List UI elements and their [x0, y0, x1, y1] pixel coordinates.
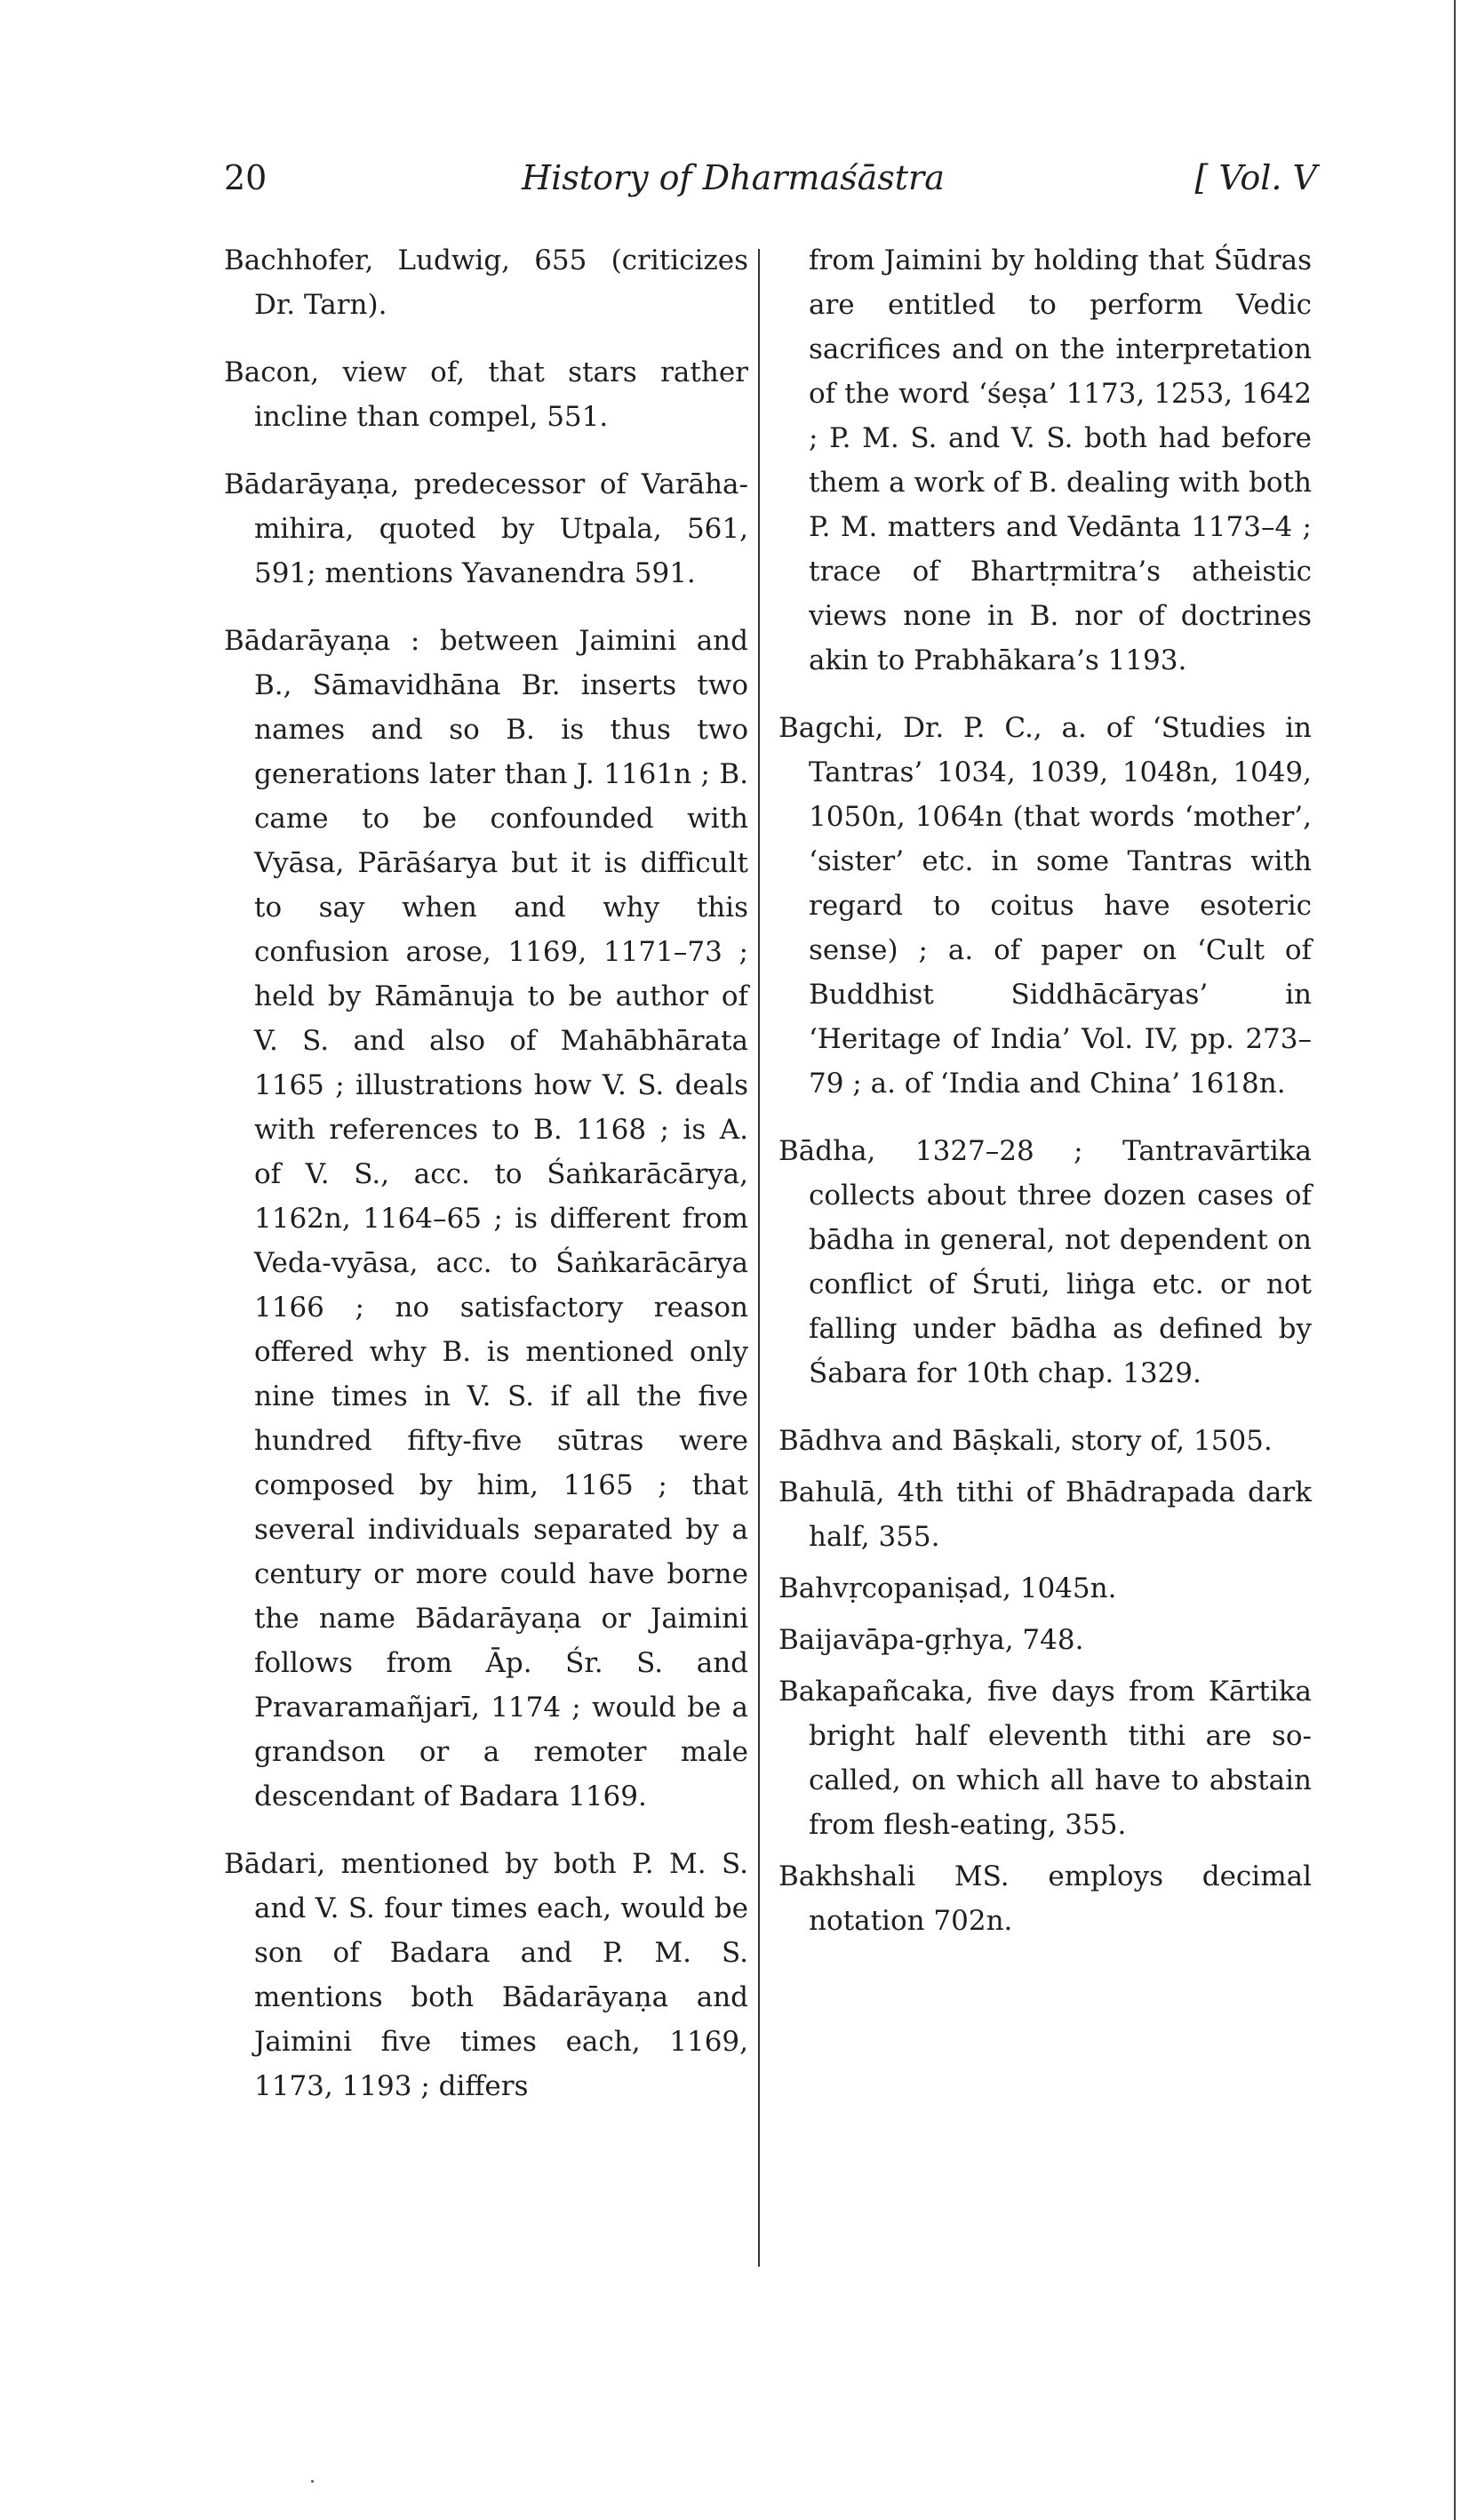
- index-entry: Bacon, view of, that stars rather incline than compel, 551.: [224, 356, 748, 433]
- index-entry: Bagchi, Dr. P. C., a. of ‘Studies in Tantras’ 1034, 1039, 1048n, 1049, 1050n, 1064n (that words ‘mother’, ‘sister’ etc. in some Tantras with regard to coitus have esoteric sense) ; a. of paper on ‘Cult of Buddhist Siddhācāryas’ in ‘Heritage of India’ Vol. IV, pp. 273–79 ; a. of ‘India and China’ 1618n.: [778, 712, 1312, 1100]
- index-entry: Bachhofer, Ludwig, 655 (criticizes Dr. Tarn).: [224, 244, 748, 321]
- scan-speck: [311, 2480, 314, 2483]
- volume-label: [ Vol. V: [1194, 158, 1317, 197]
- index-entry-continued: from Jaimini by holding that Śūdras are entitled to perform Vedic sacrifices and on the interpretation of the word ‘śeṣa’ 1173, 1253, 1642 ; P. M. S. and V. S. both had before them a work of B. dealing with both P. M. matters and Vedānta 1173–4 ; trace of Bhartṛmitra’s atheistic views none in B. nor of doctrines akin to Prabhākara’s 1193.: [809, 244, 1312, 676]
- index-entry: Bakapañcaka, five days from Kārtika bright half eleventh tithi are so-called, on which all have to abstain from flesh-eating, 355.: [778, 1676, 1312, 1841]
- index-entry: Bādarāyaṇa : between Jaimini and B., Sāmavidhāna Br. inserts two names and so B. is thus two generations later than J. 1161n ; B. came to be confounded with Vyāsa, Pārāśarya but it is difficult to say when and why this confusion arose, 1169, 1171–73 ; held by Rāmānuja to be author of V. S. and also of Mahābhārata 1165 ; illustrations how V. S. deals with references to B. 1168 ; is A. of V. S., acc. to Śaṅkarācārya, 1162n, 1164–65 ; is different from Veda-vyāsa, acc. to Śaṅkarācārya 1166 ; no satisfactory reason offered why B. is mentioned only nine times in V. S. if all the five hundred fifty-five sūtras were composed by him, 1165 ; that several individuals separated by a century or more could have borne the name Bādarāyaṇa or Jaimini follows from Āp. Śr. S. and Pravaramañjarī, 1174 ; would be a grandson or a remoter male descendant of Badara 1169.: [224, 625, 748, 1812]
- index-entry: Bahulā, 4th tithi of Bhādrapada dark half, 355.: [778, 1476, 1312, 1553]
- running-title: History of Dharmaśāstra: [522, 158, 945, 197]
- index-entry: Bādarāyaṇa, predecessor of Varāha-mihira, quoted by Utpala, 561, 591; mentions Yavanendra 591.: [224, 468, 748, 589]
- page-edge-line: [1454, 0, 1456, 2520]
- index-entry: Bādhva and Bāṣkali, story of, 1505.: [778, 1425, 1273, 1457]
- running-header: [224, 158, 1317, 220]
- index-column-right: [778, 238, 1312, 1950]
- page-number: 20: [224, 158, 267, 197]
- index-entry: Bādha, 1327–28 ; Tantravārtika collects about three dozen cases of bādha in general, not dependent on conflict of Śruti, liṅga etc. or not falling under bādha as defined by Śabara for 10th chap. 1329.: [778, 1135, 1312, 1389]
- index-entry: Baijavāpa-gṛhya, 748.: [778, 1624, 1084, 1656]
- column-divider: [758, 249, 760, 2267]
- index-entry: Bakhshali MS. employs decimal notation 702n.: [778, 1860, 1312, 1937]
- index-entry: Bahvṛcopaniṣad, 1045n.: [778, 1572, 1117, 1604]
- index-entry: Bādari, mentioned by both P. M. S. and V. S. four times each, would be son of Badara and P. M. S. mentions both Bādarāyaṇa and Jaimini five times each, 1169, 1173, 1193 ; differs: [224, 1848, 748, 2102]
- index-column-left: [224, 238, 748, 2132]
